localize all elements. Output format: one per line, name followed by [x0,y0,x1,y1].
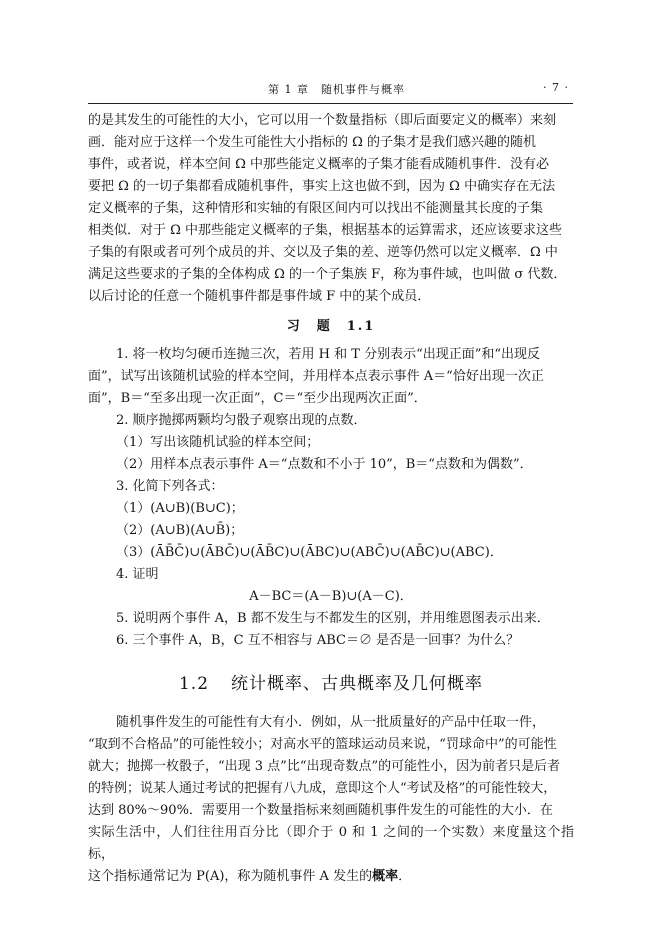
exercise-line: 2. 顺序抛掷两颗均匀骰子观察出现的点数． [116,413,367,428]
paragraph-line: 相类似．对于 Ω 中那些能定义概率的子集，根据基本的运算需求，还应该要求这些 [88,223,563,238]
paragraph-line: 子集的有限或者可列个成员的并、交以及子集的差、逆等仍然可以定义概率．Ω 中 [88,245,558,260]
paragraph-line: 以后讨论的任意一个随机事件都是事件域 F 中的某个成员． [88,289,431,304]
paragraph-line: 实际生活中，人们往往用百分比（即介于 0 和 1 之间的一个实数）来度量这个指标， [88,825,574,862]
exercise-line: 4. 证明 [116,567,159,582]
paragraph-last-line [88,866,574,888]
page-body [88,110,574,888]
section-number: 1.2 [178,674,210,694]
text-run: ． [398,869,412,884]
exercise-line: 面”，试写出该随机试验的样本空间，并用样本点表示事件 A＝“恰好出现一次正 [88,369,544,384]
paragraph-line: 要把 Ω 的一切子集都看成随机事件，事实上这也做不到，因为 Ω 中确实存在无法 [88,179,556,194]
running-header [88,81,573,104]
exercise-line: （1）写出该随机试验的样本空间； [116,435,320,450]
paragraph-line: “取到不合格品”的可能性较小；对高水平的篮球运动员来说，“罚球命中”的可能性 [88,737,557,752]
exercise-line: A－BC＝(A－B)∪(A－C)． [249,589,413,604]
page-number: · 7 · [543,81,569,94]
exercise-line: 5. 说明两个事件 A，B 都不发生与不都发生的区别，并用维恩图表示出来． [116,611,550,626]
section-paragraph [88,712,574,888]
text-run: 这个指标通常记为 P(A)，称为随机事件 A 发生的 [88,869,373,884]
paragraph-line: 的特例；说某人通过考试的把握有八九成，意即这个人“考试及格”的可能性较大， [88,781,557,796]
paragraph-line: 达到 80%～90%．需要用一个数量指标来刻画随机事件发生的可能性的大小．在 [88,803,553,818]
paragraph-line: 就大；抛掷一枚骰子，“出现 3 点”比“出现奇数点”的可能性小，因为前者只是后者 [88,759,561,774]
exercise-line: （3）(ĀB̄C̄)∪(ĀBC̄)∪(ĀB̄C)∪(ĀBC)∪(ABC̄)∪(AB̄C)∪(ABC)． [116,545,503,560]
exercise-line: 3. 化简下列各式： [116,479,224,494]
exercise-line: （1）(A∪B)(B∪C)； [116,501,244,516]
exercise-line: 面”，B＝“至多出现一次正面”，C＝“至少出现两次正面”． [88,391,427,406]
exercise-heading: 习 题 1.1 [286,319,376,334]
intro-paragraph [88,110,574,308]
exercise-line: 6. 三个事件 A，B，C 互不相容与 ABC＝∅ 是否是一回事？为什么？ [116,633,520,648]
chapter-title: 第 1 章 随机事件与概率 [268,83,405,96]
exercise-list [88,344,574,652]
paragraph-line: 满足这些要求的子集的全体构成 Ω 的一个子集族 F，称为事件域，也叫做 σ 代数． [88,267,567,282]
paragraph-line: 画．能对应于这样一个发生可能性大小指标的 Ω 的子集才是我们感兴趣的随机 [88,135,537,150]
paragraph-line: 事件，或者说，样本空间 Ω 中那些能定义概率的子集才能看成随机事件．没有必 [88,157,550,172]
paragraph-line: 定义概率的子集，这种情形和实轴的有限区间内可以找出不能测量其长度的子集 [88,201,544,216]
exercise-line: （2）用样本点表示事件 A＝“点数和不小于 10”，B＝“点数和为偶数”． [116,457,533,472]
paragraph-line: 随机事件发生的可能性有大有小．例如，从一批质量好的产品中任取一件， [116,715,546,730]
paragraph-line: 的是其发生的可能性的大小，它可以用一个数量指标（即后面要定义的概率）来刻 [88,113,557,128]
section-title: 统计概率、古典概率及几何概率 [231,674,484,694]
exercise-line: 1. 将一枚均匀硬币连抛三次，若用 H 和 T 分别表示“出现正面”和“出现反 [116,347,541,362]
section-heading [88,668,574,700]
term-probability: 概率 [372,869,399,884]
exercise-line: （2）(A∪B)(A∪B̄)； [116,523,244,538]
